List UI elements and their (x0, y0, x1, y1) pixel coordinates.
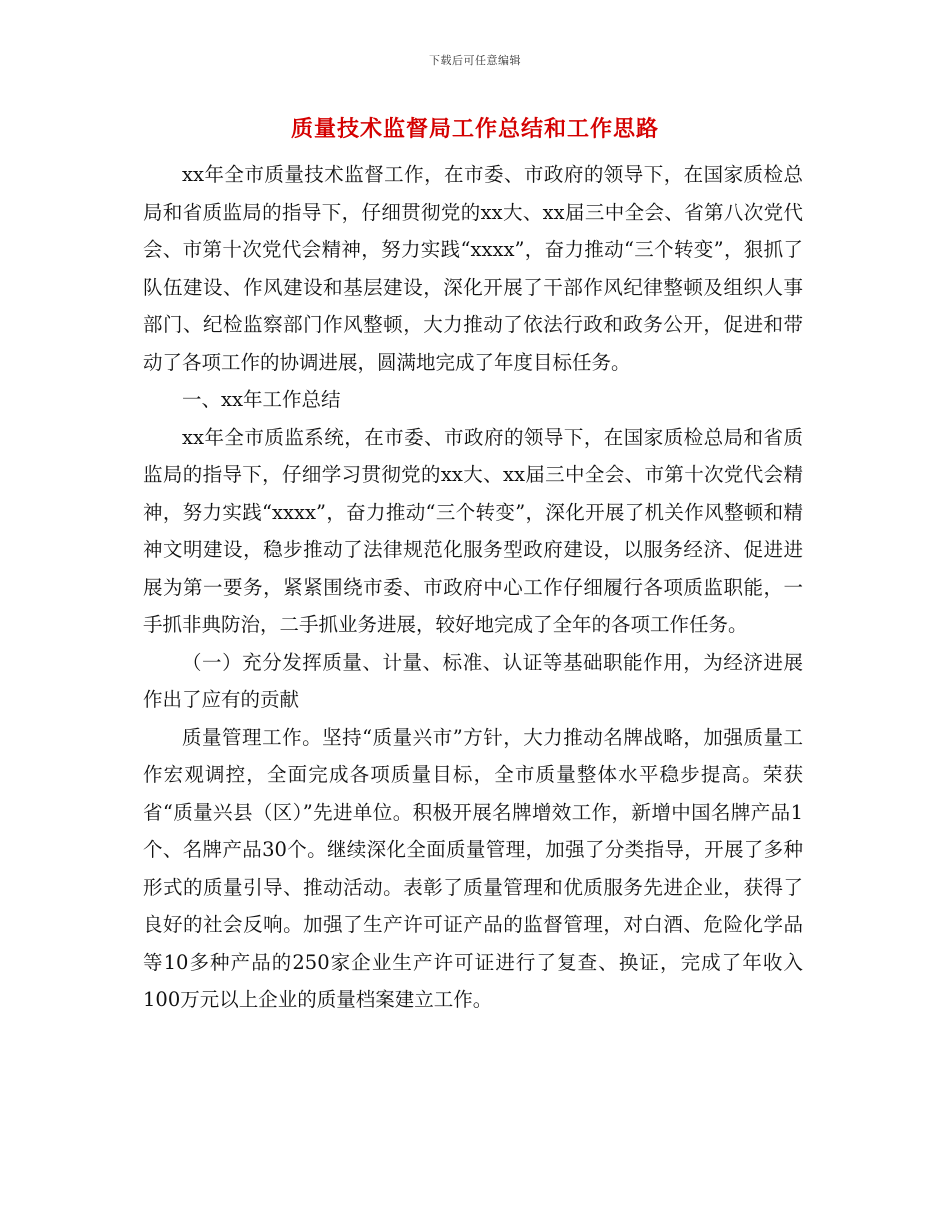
section-heading-summary: 一、xx年工作总结 (182, 388, 341, 411)
document-body (143, 156, 803, 1019)
document-title: 质量技术监督局工作总结和工作思路 (290, 117, 659, 142)
paragraph-summary: xx年全市质监系统，在市委、市政府的领导下，在国家质检总局和省质监局的指导下，仔细学习贯彻党的xx大、xx届三中全会、市第十次党代会精神，努力实践“xxxx”，奋力推动“三个转变”，深化开展了机关作风整顿和精神文明建设，稳步推动了法律规范化服务型政府建设，以服务经济、促进进展为第一要务，紧紧围绕市委、市政府中心工作仔细履行各项质监职能，一手抓非典防治，二手抓业务进展，较好地完成了全年的各项工作任务。 (143, 425, 803, 636)
paragraph-quality-management: 质量管理工作。坚持“质量兴市”方针，大力推动名牌战略，加强质量工作宏观调控，全面完成各项质量目标，全市质量整体水平稳步提高。荣获省“质量兴县（区）”先进单位。积极开展名牌增效工作，新增中国名牌产品1个、名牌产品30个。继续深化全面质量管理，加强了分类指导，开展了多种形式的质量引导、推动活动。表彰了质量管理和优质服务先进企业，获得了良好的社会反响。加强了生产许可证产品的监督管理，对白酒、危险化学品等10多种产品的250家企业生产许可证进行了复查、换证，完成了年收入100万元以上企业的质量档案建立工作。 (143, 725, 803, 1011)
paragraph-intro: xx年全市质量技术监督工作，在市委、市政府的领导下，在国家质检总局和省质监局的指导下，仔细贯彻党的xx大、xx届三中全会、省第八次党代会、市第十次党代会精神，努力实践“xxxx”，奋力推动“三个转变”，狠抓了队伍建设、作风建设和基层建设，深化开展了干部作风纪律整顿及组织人事部门、纪检监察部门作风整顿，大力推动了依法行政和政务公开，促进和带动了各项工作的协调进展，圆满地完成了年度目标任务。 (143, 163, 803, 374)
page-header-note: 下载后可任意编辑 (429, 54, 521, 67)
subsection-heading-1: （一）充分发挥质量、计量、标准、认证等基础职能作用，为经济进展作出了应有的贡献 (143, 650, 803, 711)
